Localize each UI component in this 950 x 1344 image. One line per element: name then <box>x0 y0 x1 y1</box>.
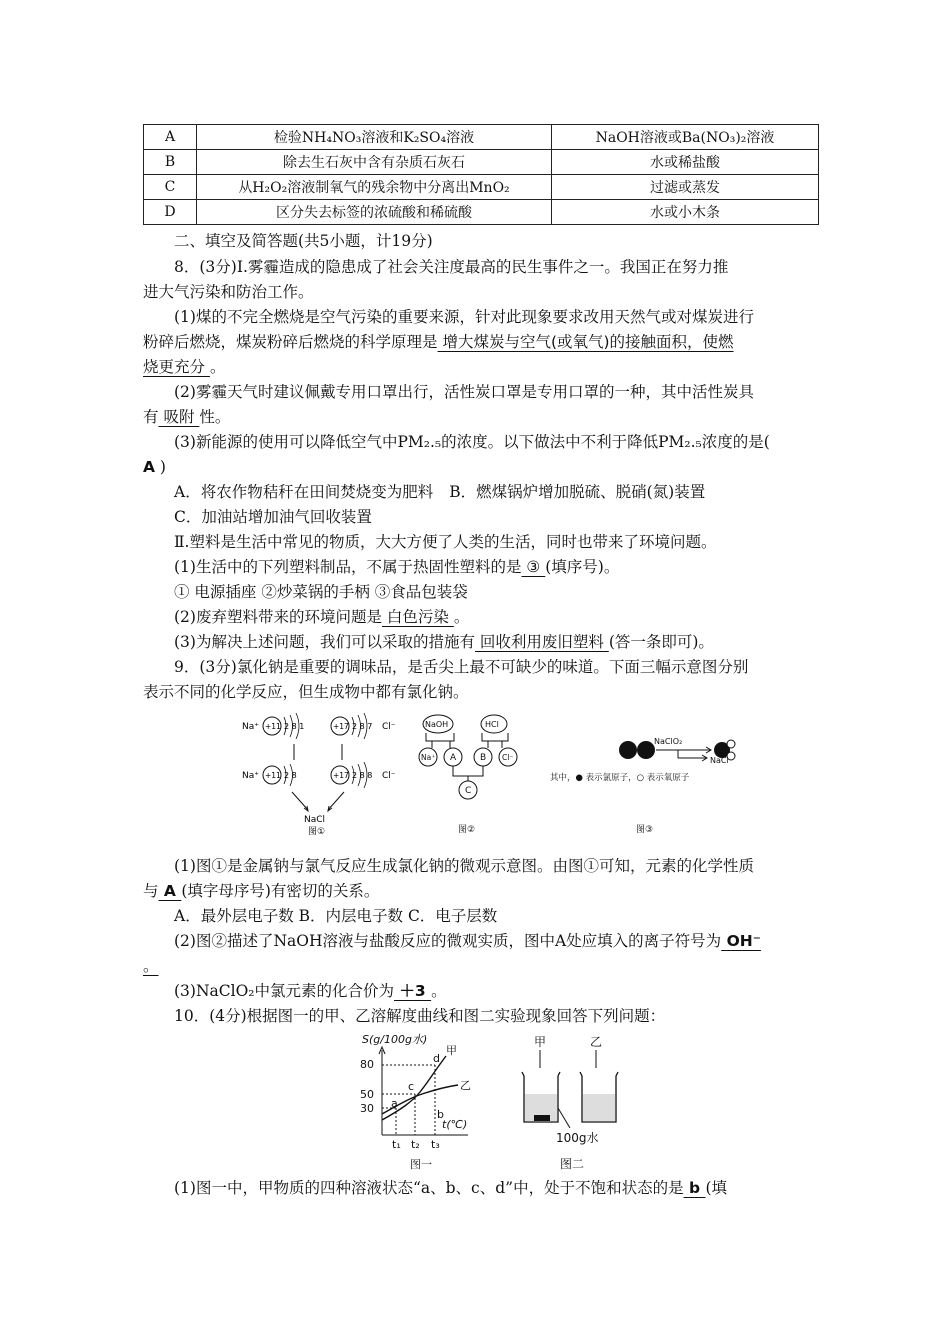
x-tick-label: t₁ <box>392 1138 401 1151</box>
water-label: 100g水 <box>556 1131 599 1145</box>
chlorine-electrons: 2 8 7 <box>352 722 373 731</box>
table-cell: 从H₂O₂溶液制氧气的残余物中分离出MnO₂ <box>197 175 552 200</box>
table-cell: 过滤或蒸发 <box>552 175 819 200</box>
q8-ii-part3 <box>174 631 824 653</box>
beaker-label: 乙 <box>590 1035 603 1049</box>
q9-figure-3 <box>548 716 748 836</box>
q9-part1-options: A．最外层电子数 B．内层电子数 C．电子层数 <box>174 907 498 925</box>
table-cell: A <box>144 125 197 150</box>
text: (1)生活中的下列塑料制品，不属于热固性塑料的是 <box>174 558 522 576</box>
answer: 白色污染 <box>381 608 454 626</box>
text: (填 <box>705 1179 728 1197</box>
option-a: A．将农作物秸秆在田间焚烧变为肥料 <box>174 483 434 501</box>
text: ) <box>155 458 166 476</box>
y-axis-label: S(g/100g水) <box>362 1033 428 1046</box>
particle-a-label: A <box>450 753 457 763</box>
table-cell: 水或稀盐酸 <box>552 150 819 175</box>
sodium-ion-label: Na⁺ <box>242 722 259 732</box>
table-cell: 水或小木条 <box>552 200 819 225</box>
particle-c-label: C <box>465 786 472 796</box>
text: (填字母序号)有密切的关系。 <box>181 882 380 900</box>
figure-caption: 图二 <box>560 1157 585 1171</box>
table-cell: C <box>144 175 197 200</box>
q8-ii-items: ① 电源插座 ②炒菜锅的手柄 ③食品包装袋 <box>174 583 468 601</box>
series-label: 甲 <box>446 1044 457 1057</box>
q8-part3: (3)新能源的使用可以降低空气中PM₂.₅的浓度。以下做法中不利于降低PM₂.₅浓度的是( <box>174 433 770 451</box>
figure-caption: 图一 <box>410 1158 432 1171</box>
chloride-electrons: 2 8 8 <box>352 771 373 780</box>
product-label: NaCl <box>304 815 326 825</box>
solution-right <box>583 1094 615 1121</box>
q8-ii-intro: Ⅱ.塑料是生活中常见的物质，大大方便了人类的生活，同时也带来了环境问题。 <box>174 533 717 551</box>
table-cell: NaOH溶液或Ba(NO₃)₂溶液 <box>552 125 819 150</box>
series-label: 乙 <box>460 1079 471 1092</box>
reactant-formula: NaClO₂ <box>654 737 683 746</box>
q10-intro: 10．(4分)根据图一的甲、乙溶解度曲线和图二实验现象回答下列问题： <box>174 1007 666 1025</box>
chlorine-atom <box>637 741 655 759</box>
answer: b <box>683 1179 706 1197</box>
q10-beaker-figure <box>512 1032 632 1172</box>
beaker-label: 甲 <box>534 1035 547 1049</box>
sodium-electrons: 2 8 1 <box>284 722 305 731</box>
answer: 增大煤炭与空气(或氧气)的接触面积，使燃 <box>437 333 734 351</box>
table-cell: B <box>144 150 197 175</box>
table-cell: 除去生石灰中含有杂质石灰石 <box>197 150 552 175</box>
text: 与 <box>143 882 159 900</box>
figure-caption: 图② <box>458 825 476 835</box>
q9-part2-line2 <box>143 955 823 977</box>
text: (2)图②描述了NaOH溶液与盐酸反应的微观实质，图中A处应填入的离子符号为 <box>174 932 722 950</box>
text: (2)废弃塑料带来的环境问题是 <box>174 608 382 626</box>
sodium-ion-electrons: 2 8 <box>284 771 297 780</box>
chloride-ion-label: Cl⁻ <box>382 771 396 781</box>
option-b: B．燃煤锅炉增加脱硫、脱硝(氮)装置 <box>449 483 706 501</box>
q8-part3-line2 <box>143 456 823 478</box>
table-cell: 区分失去标签的浓硫酸和稀硫酸 <box>197 200 552 225</box>
point-label: a <box>391 1097 398 1110</box>
q9-part1: (1)图①是金属钠与氯气反应生成氯化钠的微观示意图。由图①可知，元素的化学性质 <box>174 857 754 875</box>
answer: OH⁻ <box>721 932 761 950</box>
oxygen-atom <box>727 740 735 748</box>
text: 。 <box>431 982 447 1000</box>
point-label: b <box>437 1108 444 1121</box>
chlorine-charge: +17 <box>333 722 349 731</box>
q9-figure-2 <box>410 712 530 836</box>
sodium-charge: +11 <box>265 722 281 731</box>
figure-caption: 图③ <box>636 825 654 835</box>
text: (3)为解决上述问题，我们可以采取的措施有 <box>174 633 475 651</box>
figure-caption: 图① <box>308 827 326 836</box>
answer: ③ <box>521 558 546 576</box>
hcl-label: HCl <box>485 720 499 729</box>
text: (填序号)。 <box>545 558 620 576</box>
q8-options-ab <box>174 481 824 503</box>
y-tick-label: 80 <box>360 1058 374 1071</box>
q8-ii-part1 <box>174 556 824 578</box>
q8-part1: (1)煤的不完全燃烧是空气污染的重要来源，针对此现象要求改用天然气或对煤炭进行 <box>174 308 754 326</box>
q8-part1-line3 <box>143 356 823 378</box>
chlorine-atom <box>619 741 637 759</box>
q9-part3 <box>174 980 824 1002</box>
y-tick-label: 50 <box>360 1088 374 1101</box>
x-axis-label: t(℃) <box>442 1118 468 1131</box>
q9-part1-line2 <box>143 880 823 902</box>
option-c: C．加油站增加油气回收装置 <box>174 508 372 526</box>
figure-legend: 其中，● 表示氯原子，○ 表示氧原子 <box>550 773 690 783</box>
text: (3)NaClO₂中氯元素的化合价为 <box>174 982 394 1000</box>
text: 。 <box>209 358 226 376</box>
table-cell: D <box>144 200 197 225</box>
x-tick-label: t₂ <box>411 1138 420 1151</box>
answer-tail: 。 <box>143 957 159 975</box>
table-row <box>144 175 819 200</box>
q9-figure-1 <box>240 708 410 836</box>
text: 有 <box>143 408 159 426</box>
point-label: d <box>433 1052 440 1065</box>
table-cell: 检验NH₄NO₃溶液和K₂SO₄溶液 <box>197 125 552 150</box>
answer: A <box>158 882 182 900</box>
text: (答一条即可)。 <box>608 633 714 651</box>
particle-b-label: B <box>480 753 487 763</box>
q8-part2-line2 <box>143 406 823 428</box>
q8-part1-line2 <box>143 331 823 353</box>
x-tick-label: t₃ <box>431 1138 440 1151</box>
chloride-ion-label: Cl⁻ <box>502 753 514 762</box>
chloride-ion-label: Cl⁻ <box>382 722 396 732</box>
options-table <box>143 124 819 225</box>
answer: 吸附 <box>158 408 200 426</box>
q10-part1 <box>174 1177 824 1199</box>
answer: 烧更充分 <box>143 358 210 376</box>
point-label: c <box>408 1080 415 1093</box>
q8-ii-part2 <box>174 606 824 628</box>
naoh-label: NaOH <box>425 720 449 729</box>
q9-intro: 9．(3分)氯化钠是重要的调味品，是舌尖上最不可缺少的味道。下面三幅示意图分别 <box>174 658 749 676</box>
sodium-charge: +11 <box>265 771 281 780</box>
sodium-ion-label: Na⁺ <box>421 753 436 762</box>
text: 。 <box>453 608 470 626</box>
q10-solubility-figure <box>350 1032 500 1172</box>
product-label: NaCl <box>710 756 729 765</box>
text: (1)图一中，甲物质的四种溶液状态“a、b、c、d”中，处于不饱和状态的是 <box>174 1179 684 1197</box>
q8-part2: (2)雾霾天气时建议佩戴专用口罩出行，活性炭口罩是专用口罩的一种，其中活性炭具 <box>174 383 754 401</box>
q9-intro-cont: 表示不同的化学反应，但生成物中都有氯化钠。 <box>143 683 469 701</box>
q8-intro: 8．(3分)Ⅰ.雾霾造成的隐患成了社会关注度最高的民生事件之一。我国正在努力推 <box>174 258 729 276</box>
table-row <box>144 125 819 150</box>
undissolved-solid <box>534 1115 550 1121</box>
text: 性。 <box>199 408 231 426</box>
answer: 回收利用废旧塑料 <box>474 633 609 651</box>
q8-intro-cont: 进大气污染和防治工作。 <box>143 283 314 301</box>
sodium-ion-label: Na⁺ <box>242 771 259 781</box>
answer: A <box>143 458 155 476</box>
text: 粉碎后燃烧，煤炭粉碎后燃烧的科学原理是 <box>143 333 438 351</box>
q9-part2 <box>174 930 824 952</box>
table-row <box>144 200 819 225</box>
y-tick-label: 30 <box>360 1102 374 1115</box>
table-row <box>144 150 819 175</box>
chlorine-charge: +17 <box>333 771 349 780</box>
answer: ＋3 <box>394 982 432 1000</box>
section-heading: 二、填空及简答题(共5小题，计19分) <box>174 232 433 250</box>
